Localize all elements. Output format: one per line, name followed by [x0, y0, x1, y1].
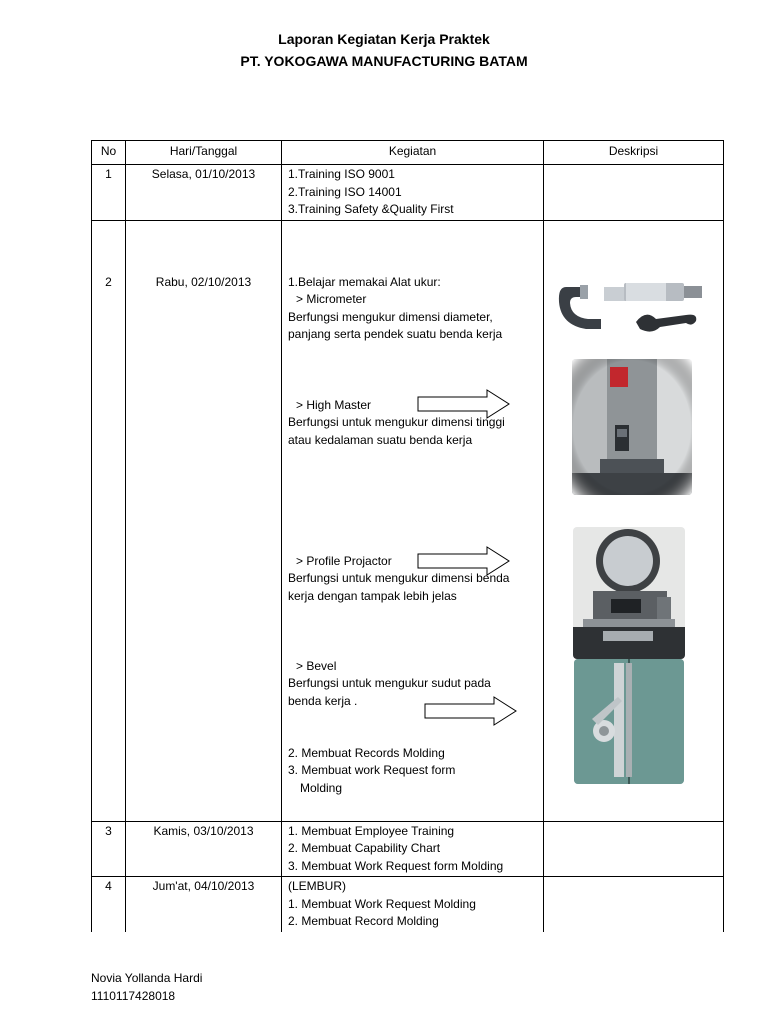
- column-header-activity: Kegiatan: [282, 141, 544, 165]
- row-date: Rabu, 02/10/2013: [126, 220, 282, 821]
- row-no: 1: [92, 165, 126, 221]
- activity-line: 2. Membuat Capability Chart: [288, 841, 441, 855]
- tool-description: Berfungsi untuk mengukur sudut pada: [288, 676, 491, 690]
- row-description: [544, 220, 724, 821]
- micrometer-image: [556, 277, 706, 339]
- activity-line: 3. Membuat Work Request form Molding: [288, 858, 504, 873]
- report-title: Laporan Kegiatan Kerja Praktek: [278, 31, 490, 47]
- tool-name: > High Master: [296, 397, 372, 412]
- tool-description: Berfungsi untuk mengukur dimensi tinggi: [288, 415, 505, 429]
- right-arrow-icon: [417, 389, 512, 419]
- activity-line: 1. Membuat Work Request Molding: [288, 896, 476, 911]
- row-no: 2: [92, 220, 126, 821]
- tool-description: Berfungsi mengukur dimensi diameter,: [288, 309, 493, 324]
- row-activities: [282, 220, 544, 821]
- profile-projector-image: [573, 527, 685, 659]
- tool-name: > Bevel: [296, 658, 337, 673]
- activity-line: 2. Membuat Records Molding: [288, 745, 445, 760]
- activity-intro: 1.Belajar memakai Alat ukur:: [288, 274, 441, 289]
- activity-table: [91, 140, 724, 932]
- table-header-row: [92, 141, 724, 165]
- activity-line: 2.Training ISO 14001: [288, 184, 402, 199]
- activity-line: Molding: [300, 780, 343, 795]
- tool-description: kerja dengan tampak lebih jelas: [288, 588, 457, 603]
- row-activities: [282, 821, 544, 877]
- row-activities: [282, 165, 544, 221]
- tool-description: atau kedalaman suatu benda kerja: [288, 432, 473, 447]
- tool-name: > Profile Projactor: [296, 553, 392, 568]
- tool-description: panjang serta pendek suatu benda kerja: [288, 327, 503, 341]
- table-row: [92, 821, 724, 877]
- column-header-description: Deskripsi: [544, 141, 724, 165]
- column-header-date: Hari/Tanggal: [126, 141, 282, 165]
- row-no: 3: [92, 821, 126, 877]
- activity-line: 1. Membuat Employee Training: [288, 823, 455, 838]
- row-date: Selasa, 01/10/2013: [126, 165, 282, 221]
- bevel-image: [574, 659, 684, 784]
- row-date: Kamis, 03/10/2013: [126, 821, 282, 877]
- author-id: 1110117428018: [91, 989, 176, 1003]
- row-description: [544, 821, 724, 877]
- height-gauge-image: [572, 359, 692, 495]
- row-no: 4: [92, 877, 126, 932]
- tool-name: > Micrometer: [296, 292, 367, 306]
- column-header-no: No: [92, 141, 126, 165]
- row-description: [544, 877, 724, 932]
- row-description: [544, 165, 724, 221]
- author-name: Novia Yollanda Hardi: [91, 971, 203, 985]
- row-activities: [282, 877, 544, 932]
- activity-line: 3.Training Safety &Quality First: [288, 202, 454, 216]
- table-row: [92, 877, 724, 932]
- right-arrow-icon: [417, 546, 512, 576]
- tool-description: Berfungsi untuk mengukur dimensi benda: [288, 571, 510, 585]
- company-name: PT. YOKOGAWA MANUFACTURING BATAM: [240, 53, 528, 69]
- right-arrow-icon: [424, 696, 519, 726]
- row-date: Jum'at, 04/10/2013: [126, 877, 282, 932]
- activity-line: (LEMBUR): [288, 879, 347, 893]
- activity-line: 1.Training ISO 9001: [288, 167, 395, 181]
- table-row: [92, 220, 724, 821]
- activity-line: 3. Membuat work Request form: [288, 763, 456, 777]
- table-row: [92, 165, 724, 221]
- tool-description: benda kerja .: [288, 693, 358, 708]
- activity-line: 2. Membuat Record Molding: [288, 914, 439, 928]
